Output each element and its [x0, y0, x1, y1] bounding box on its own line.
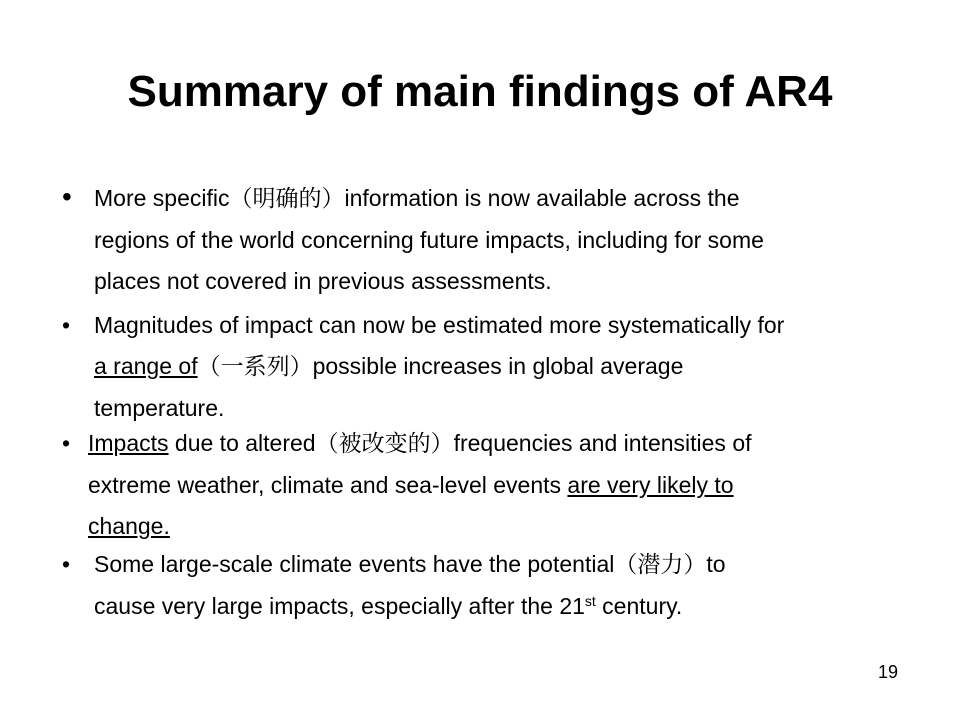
bullet-line: [88, 506, 908, 547]
bullet-text: regions of the world concerning future impacts, including for some: [94, 227, 764, 253]
bullet-line: [88, 465, 908, 506]
bullet-text: possible increases in global average: [312, 353, 684, 379]
superscript-text: st: [584, 593, 596, 609]
bullet-text: to: [706, 551, 726, 577]
bullet-line: [94, 220, 914, 261]
bullet-line: [94, 346, 914, 388]
bullet-text: a range of: [94, 353, 198, 379]
chinese-gloss: （一系列）: [197, 354, 313, 380]
bullet-marker: •: [62, 312, 71, 338]
bullet-text: Impacts: [88, 430, 169, 456]
bullet-text: extreme weather, climate and sea-level events: [88, 472, 568, 498]
bullet-line: [88, 423, 908, 465]
bullet-marker: •: [62, 551, 71, 577]
bullet-text: due to altered: [168, 430, 316, 456]
bullet-text: century.: [595, 593, 683, 619]
slide-title: Summary of main findings of AR4: [127, 67, 833, 116]
bullet-text: frequencies and intensities of: [453, 430, 752, 456]
bullet-marker: •: [62, 181, 72, 212]
bullet-text: places not covered in previous assessments.: [94, 268, 552, 294]
bullet-line: [94, 178, 914, 220]
bullet-line: [94, 305, 914, 346]
bullet-text: temperature.: [94, 395, 225, 421]
bullet-item: [88, 423, 908, 547]
bullet-text: More specific: [94, 185, 230, 211]
chinese-gloss: （被改变的）: [315, 431, 454, 457]
bullet-text: change.: [88, 513, 170, 539]
bullet-line: [94, 544, 914, 586]
bullet-text: cause very large impacts, especially after the 21: [94, 593, 585, 619]
page-number: 19: [877, 662, 898, 682]
bullet-marker: •: [62, 430, 71, 456]
bullet-text: Magnitudes of impact can now be estimated more systematically for: [94, 312, 785, 338]
bullet-text: Some large-scale climate events have the potential: [94, 551, 615, 577]
bullet-item: [94, 178, 914, 302]
chinese-gloss: （潜力）: [614, 552, 707, 578]
bullet-text: are very likely to: [567, 472, 734, 498]
bullet-text: information is now available across the: [344, 185, 740, 211]
bullet-line: [94, 261, 914, 302]
bullet-item: [94, 544, 914, 627]
chinese-gloss: （明确的）: [229, 186, 345, 212]
bullet-line: [94, 586, 914, 627]
bullet-item: [94, 305, 914, 429]
